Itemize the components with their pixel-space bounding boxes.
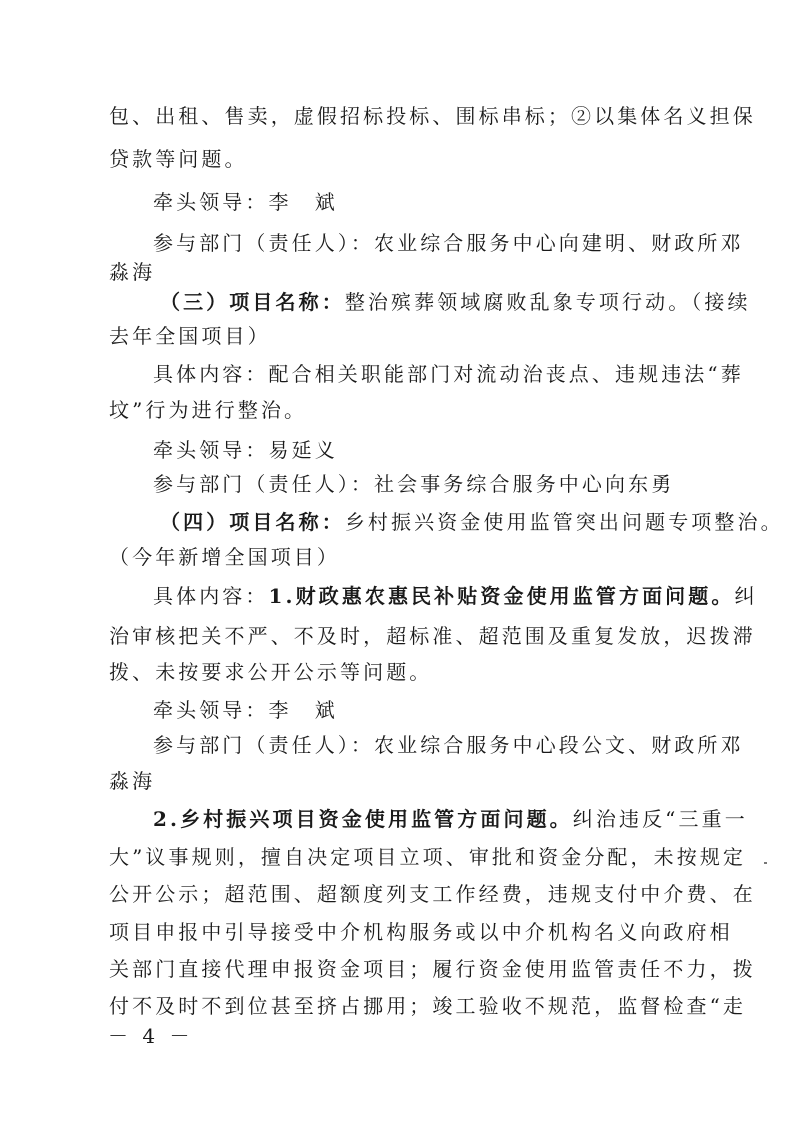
bold-heading-text: 2.乡村振兴项目资金使用监管方面问题。 (153, 807, 573, 831)
text-line (153, 582, 758, 610)
body-text-segment: 项目申报中引导接受中介机构服务或以中介机构名义向政府相 (109, 920, 733, 944)
body-text-segment: 去年全国项目） (109, 324, 271, 348)
body-text-segment: 大”议事规则，擅自决定项目立项、审批和资金分配，未按规定 (109, 845, 747, 869)
text-line (109, 918, 733, 946)
text-line (109, 880, 756, 908)
body-text-segment: 治审核把关不严、不及时，超标准、超范围及重复发放，迟拨滞 (109, 624, 756, 648)
body-text-segment: 纠 (734, 584, 758, 608)
text-line (109, 992, 746, 1020)
text-line (109, 145, 248, 173)
text-line (160, 508, 784, 536)
text-line (109, 322, 271, 350)
body-text-segment: 牵头领导：李 斌 (153, 698, 338, 722)
text-line (109, 396, 307, 424)
text-line (153, 731, 744, 759)
body-text-segment: 关部门直接代理申报资金项目；履行资金使用监管责任不力，拨 (109, 957, 756, 981)
body-text-segment: 包、出租、售卖，虚假招标投标、围标串标；②以集体名义担保 (109, 104, 756, 128)
text-line (109, 622, 756, 650)
text-line (109, 843, 746, 871)
body-text-segment: 牵头领导：李 斌 (153, 190, 338, 214)
body-text-segment: 参与部门（责任人）：农业综合服务中心向建明、财政所邓 (153, 231, 744, 255)
body-text-segment: 付不及时不到位甚至挤占挪用；竣工验收不规范，监督检查“走 (109, 994, 747, 1018)
text-line (153, 805, 748, 833)
text-line (109, 258, 155, 286)
body-text-segment: 乡村振兴资金使用监管突出问题专项整治。 (344, 510, 784, 534)
body-text-segment: 淼海 (109, 260, 156, 284)
bold-heading-text: （四）项目名称： (160, 510, 345, 534)
bold-heading-text: 1.财政惠农惠民补贴资金使用监管方面问题。 (268, 584, 735, 608)
text-line (153, 696, 338, 724)
body-text-segment: （今年新增全国项目） (109, 545, 340, 569)
body-text-segment: 纠治违反“三重一 (572, 807, 748, 831)
body-text-segment: 牵头领导：易延义 (153, 438, 338, 462)
text-line (153, 188, 338, 216)
text-line (160, 288, 751, 316)
text-line (109, 658, 432, 686)
text-line (109, 767, 155, 795)
text-line (153, 470, 674, 498)
body-text-segment: 参与部门（责任人）：社会事务综合服务中心向东勇 (153, 472, 675, 496)
body-text-segment: 贷款等问题。 (109, 147, 248, 171)
text-line (153, 436, 338, 464)
body-text-segment: 公开公示；超范围、超额度列支工作经费，违规支付中介费、在 (109, 882, 756, 906)
text-line (109, 543, 340, 571)
body-text-segment: 坟”行为进行整治。 (109, 398, 308, 422)
text-line (153, 229, 744, 257)
text-line (109, 102, 756, 130)
page-number: － 4 － (108, 1024, 194, 1048)
body-text-segment: 拨、未按要求公开公示等问题。 (109, 660, 433, 684)
text-line (109, 955, 756, 983)
scan-speck (764, 862, 767, 864)
body-text-segment: 参与部门（责任人）：农业综合服务中心段公文、财政所邓 (153, 733, 744, 757)
body-text-segment: 淼海 (109, 769, 156, 793)
text-line (153, 360, 744, 388)
body-text-segment: 具体内容：配合相关职能部门对流动治丧点、违规违法“葬 (153, 362, 744, 386)
body-text-segment: 具体内容： (153, 584, 269, 608)
bold-heading-text: （三）项目名称： (160, 290, 345, 314)
body-text-segment: 整治殡葬领域腐败乱象专项行动。（接续 (344, 290, 751, 314)
